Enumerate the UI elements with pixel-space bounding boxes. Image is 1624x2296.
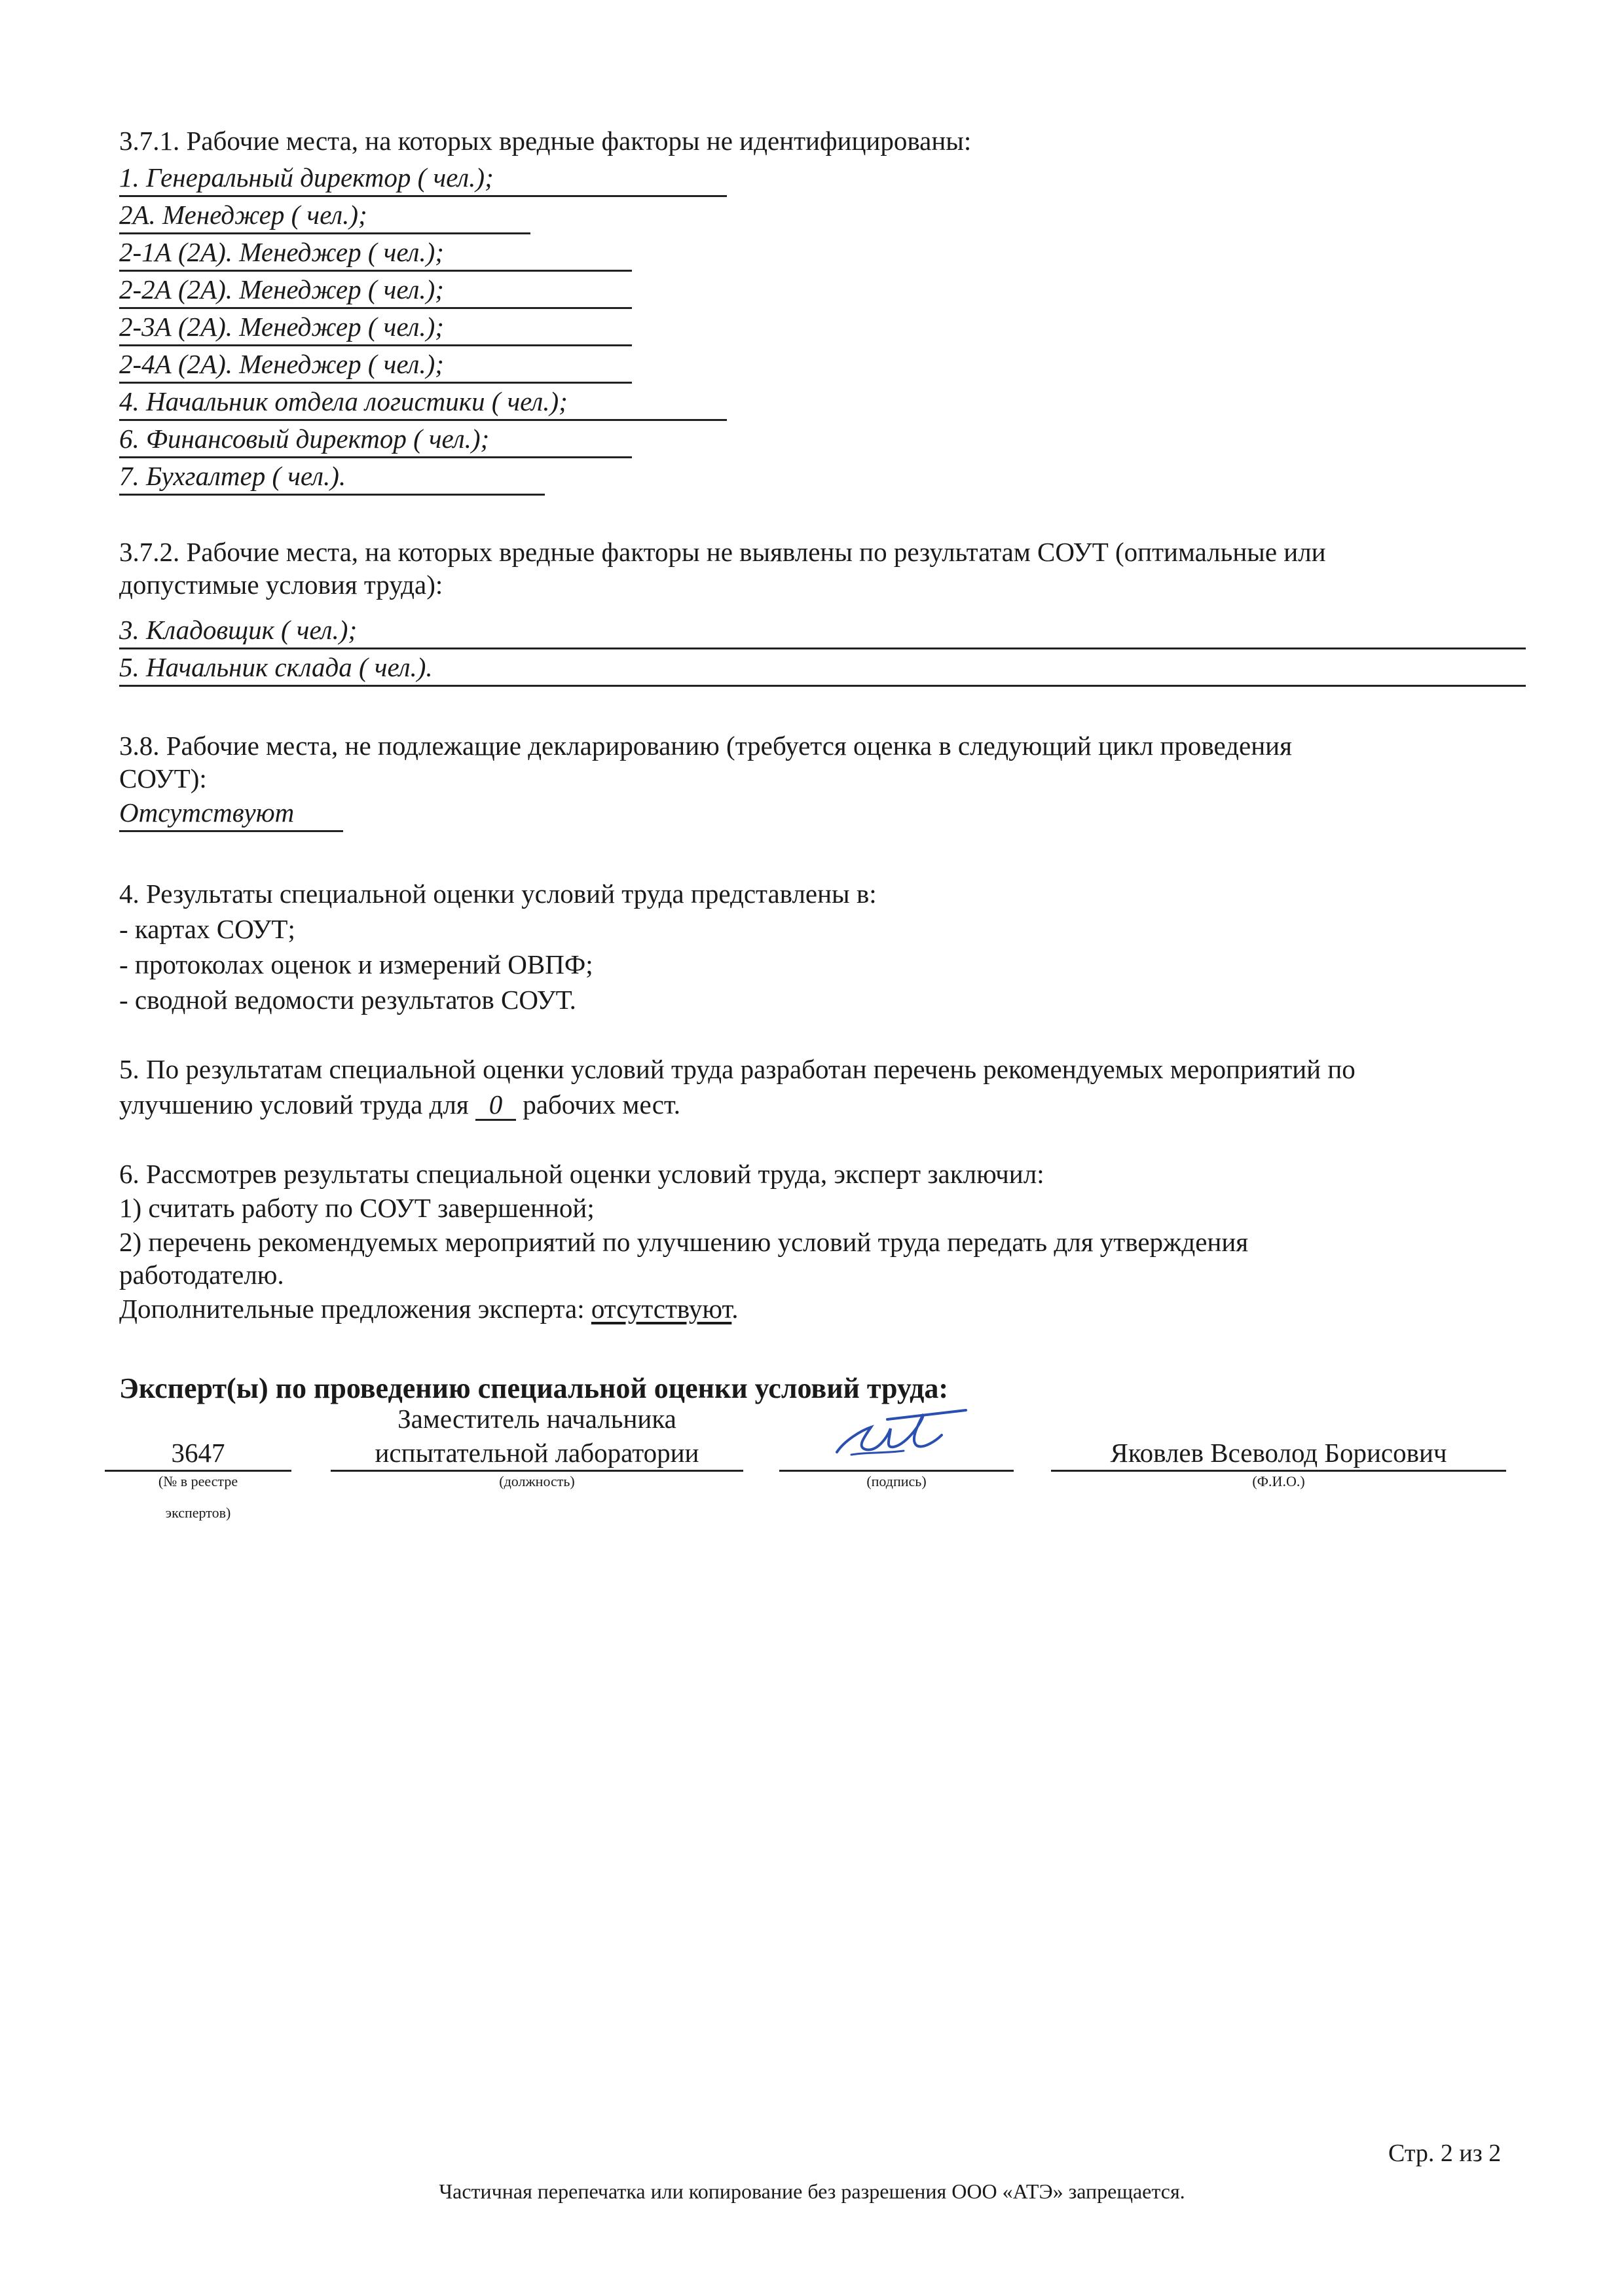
- section-5-count: 0: [475, 1090, 516, 1121]
- registry-line: [105, 1470, 291, 1472]
- section-6-extra-value: отсутствуют: [591, 1294, 732, 1324]
- footer-notice: Частичная перепечатка или копирование без разрешения ООО «АТЭ» запрещается.: [439, 2179, 1185, 2203]
- section-372-heading-line2: допустимые условия труда):: [119, 570, 443, 600]
- registry-caption-line1: (№ в реестре: [158, 1473, 238, 1489]
- signature-caption: (подпись): [866, 1473, 927, 1489]
- section-38-heading-line2: СОУТ):: [119, 763, 207, 793]
- position-line2: испытательной лаборатории: [375, 1438, 699, 1468]
- registry-caption-line2: экспертов): [165, 1504, 231, 1521]
- list-item: 6. Финансовый директор ( чел.);: [119, 421, 632, 458]
- list-item: 2-3А (2А). Менеджер ( чел.);: [119, 309, 632, 346]
- list-item: 7. Бухгалтер ( чел.).: [119, 458, 545, 496]
- section-6-item2-line2: работодателю.: [119, 1260, 284, 1290]
- expert-name: Яковлев Всеволод Борисович: [1110, 1438, 1447, 1468]
- list-item: 1. Генеральный директор ( чел.);: [119, 160, 727, 197]
- section-4-heading: 4. Результаты специальной оценки условий труда представлены в:: [119, 879, 877, 909]
- page-number: Стр. 2 из 2: [1388, 2140, 1502, 2167]
- section-5-suffix: рабочих мест.: [523, 1089, 681, 1120]
- list-item: 2-1А (2А). Менеджер ( чел.);: [119, 234, 632, 272]
- section-38-value: Отсутствуют: [119, 795, 343, 832]
- position-caption: (должность): [499, 1473, 575, 1489]
- section-38-heading-line1: 3.8. Рабочие места, не подлежащие декларированию (требуется оценка в следующий цикл проведения: [119, 731, 1292, 761]
- section-371-heading: 3.7.1. Рабочие места, на которых вредные факторы не идентифицированы:: [119, 126, 972, 156]
- section-5-line2: [119, 1087, 680, 1122]
- section-6-heading: 6. Рассмотрев результаты специальной оценки условий труда, эксперт заключил:: [119, 1159, 1044, 1189]
- position-line: [331, 1470, 743, 1472]
- section-6-item2-line1: 2) перечень рекомендуемых мероприятий по улучшению условий труда передать для утверждения: [119, 1227, 1249, 1257]
- list-item: 4. Начальник отдела логистики ( чел.);: [119, 384, 727, 421]
- section-6-extra: Дополнительные предложения эксперта: отсутствуют.: [119, 1294, 739, 1324]
- section-6-item1: 1) считать работу по СОУТ завершенной;: [119, 1193, 595, 1223]
- list-item: - сводной ведомости результатов СОУТ.: [119, 985, 576, 1015]
- signature-line: [779, 1470, 1014, 1472]
- section-372-heading-line1: 3.7.2. Рабочие места, на которых вредные факторы не выявлены по результатам СОУТ (оптимальные или: [119, 537, 1326, 567]
- list-item: 2А. Менеджер ( чел.);: [119, 197, 530, 234]
- list-item: 5. Начальник склада ( чел.).: [119, 649, 1526, 687]
- list-item: 2-2А (2А). Менеджер ( чел.);: [119, 272, 632, 309]
- name-line: [1051, 1470, 1506, 1472]
- registry-number: 3647: [171, 1438, 225, 1468]
- position-line1: Заместитель начальника: [397, 1404, 676, 1434]
- list-item: 3. Кладовщик ( чел.);: [119, 612, 1526, 649]
- section-5-line1: 5. По результатам специальной оценки условий труда разработан перечень рекомендуемых мероприятий по: [119, 1054, 1356, 1084]
- list-item: 2-4А (2А). Менеджер ( чел.);: [119, 346, 632, 384]
- list-item: - картах СОУТ;: [119, 914, 295, 944]
- signature-image: [825, 1401, 976, 1473]
- section-6-extra-label: Дополнительные предложения эксперта:: [119, 1294, 585, 1324]
- experts-title: Эксперт(ы) по проведению специальной оценки условий труда:: [119, 1372, 949, 1404]
- list-item: - протоколах оценок и измерений ОВПФ;: [119, 949, 593, 979]
- section-5-prefix: улучшению условий труда для: [119, 1089, 469, 1120]
- name-caption: (Ф.И.О.): [1252, 1473, 1305, 1489]
